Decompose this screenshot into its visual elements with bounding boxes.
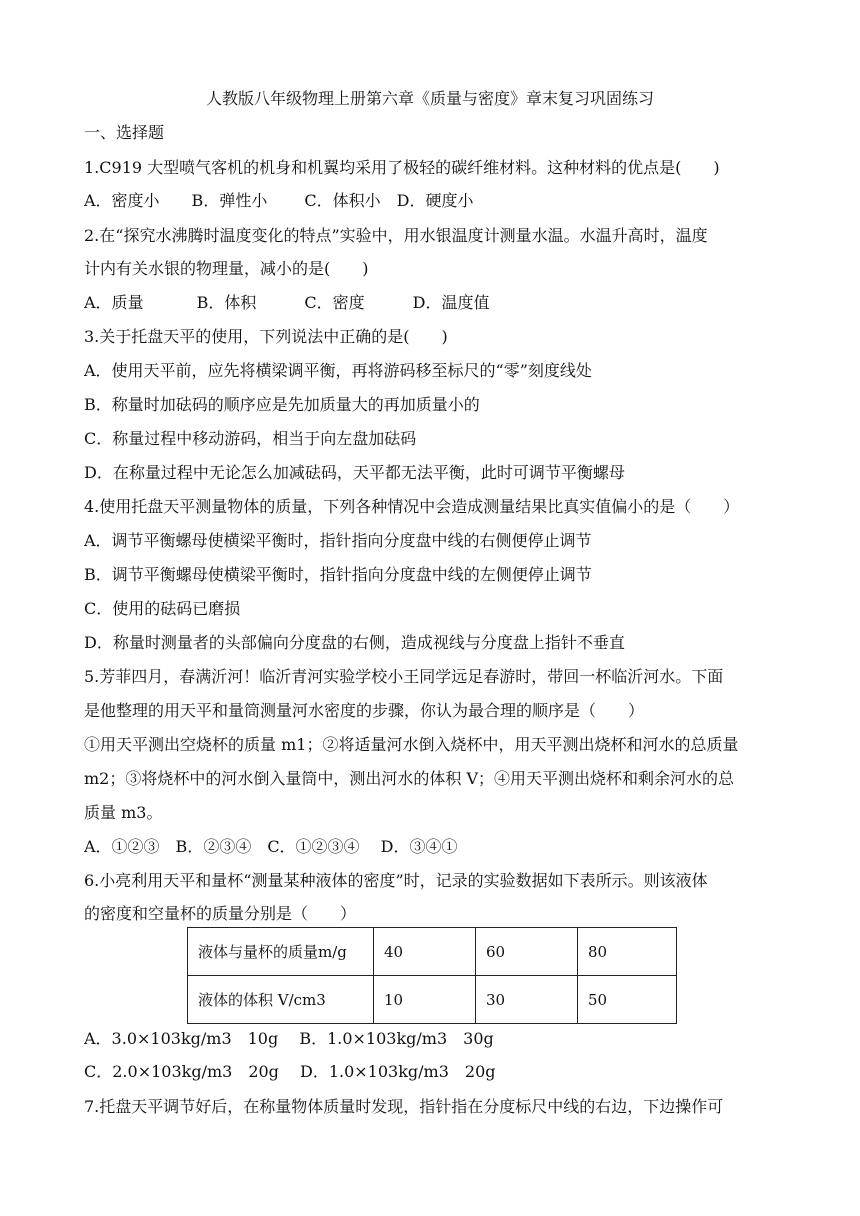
question-1-stem: 1.C919 大型喷气客机的机身和机翼均采用了极轻的碳纤维材料。这种材料的优点是( ) [84,158,720,177]
table-cell: 60 [476,928,578,976]
question-5-stem-cont: 是他整理的用天平和量筒测量河水密度的步骤，你认为最合理的顺序是（ ） [84,701,645,720]
question-4-option-d: D．称量时测量者的头部偏向分度盘的右侧，造成视线与分度盘上指针不垂直 [84,633,625,652]
question-5-steps: ①用天平测出空烧杯的质量 m1；②将适量河水倒入烧杯中，用天平测出烧杯和河水的总质量 [84,735,739,754]
question-4-option-b: B．调节平衡螺母使横梁平衡时，指针指向分度盘中线的左侧便停止调节 [84,565,592,584]
table-row-header: 液体的体积 V/cm3 [188,976,374,1024]
question-3-option-c: C．称量过程中移动游码，相当于向左盘加砝码 [84,429,417,448]
question-3-option-a: A．使用天平前，应先将横梁调平衡，再将游码移至标尺的“零”刻度线处 [84,361,592,380]
question-5-steps-cont: m2；③将烧杯中的河水倒入量筒中，测出河水的体积 V；④用天平测出烧杯和剩余河水的总 [84,769,734,788]
question-2-stem-cont: 计内有关水银的物理量，减小的是( ) [84,259,369,278]
question-5-options: A．①②③ B．②③④ C．①②③④ D．③④① [84,837,458,856]
question-2-options: A．质量 B．体积 C．密度 D．温度值 [84,293,490,312]
question-5-steps-end: 质量 m3。 [84,803,163,822]
table-cell: 10 [374,976,476,1024]
question-5-stem: 5.芳菲四月，春满沂河！临沂青河实验学校小王同学远足春游时，带回一杯临沂河水。下面 [84,667,724,686]
table-cell: 50 [578,976,677,1024]
question-6-stem-cont: 的密度和空量杯的质量分别是（ ） [84,904,357,923]
question-7-stem: 7.托盘天平调节好后，在称量物体质量时发现，指针指在分度标尺中线的右边，下边操作可 [84,1097,724,1116]
question-3-stem: 3.关于托盘天平的使用，下列说法中正确的是( ) [84,327,448,346]
question-2-stem: 2.在“探究水沸腾时温度变化的特点”实验中，用水银温度计测量水温。水温升高时，温度 [84,226,708,245]
table-cell: 40 [374,928,476,976]
question-6-stem: 6.小亮利用天平和量杯“测量某种液体的密度”时，记录的实验数据如下表所示。则该液体 [84,871,708,890]
table-cell: 30 [476,976,578,1024]
section-heading: 一、选择题 [84,123,165,142]
question-1-options: A．密度小 B．弹性小 C．体积小 D．硬度小 [84,191,474,210]
table-row-header: 液体与量杯的质量m/g [188,928,374,976]
table-row [188,928,677,976]
question-3-option-d: D．在称量过程中无论怎么加减砝码，天平都无法平衡，此时可调节平衡螺母 [84,463,625,482]
question-4-stem: 4.使用托盘天平测量物体的质量，下列各种情况中会造成测量结果比真实值偏小的是（ ） [84,497,740,516]
question-6-options-cont: C．2.0×103kg/m3 20g D．1.0×103kg/m3 20g [84,1062,496,1081]
question-4-option-c: C．使用的砝码已磨损 [84,599,241,618]
question-3-option-b: B．称量时加砝码的顺序应是先加质量大的再加质量小的 [84,395,480,414]
table-cell: 80 [578,928,677,976]
data-table [187,927,677,1024]
document-title: 人教版八年级物理上册第六章《质量与密度》章末复习巩固练习 [205,89,654,108]
question-6-options: A．3.0×103kg/m3 10g B．1.0×103kg/m3 30g [84,1029,494,1048]
table-row [188,976,677,1024]
question-4-option-a: A．调节平衡螺母使横梁平衡时，指针指向分度盘中线的右侧便停止调节 [84,531,592,550]
